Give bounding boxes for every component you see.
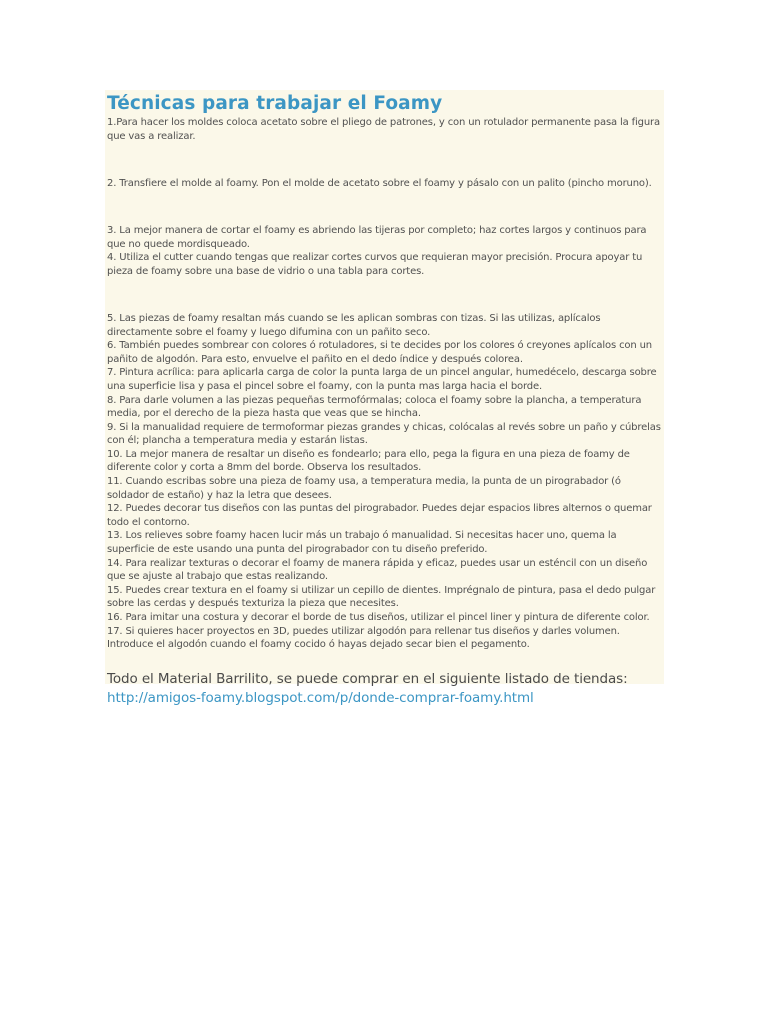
paragraph: 5. Las piezas de foamy resaltan más cuando se les aplican sombras con tizas. Si las utilizas, aplícalos directamente sobre el foamy y luego difumina con un pañito seco.: [107, 312, 601, 338]
paragraph-gap: [107, 288, 662, 302]
paragraph-gap: [107, 200, 662, 214]
footer: [107, 670, 662, 708]
paragraph: 4. Utiliza el cutter cuando tengas que realizar cortes curvos que requieran mayor precisión. Procura apoyar tu pieza de foamy sobre una base de vidrio o una tabla para cortes.: [107, 252, 643, 277]
paragraph: 17. Si quieres hacer proyectos en 3D, puedes utilizar algodón para rellenar tus diseños y darles volumen. Introduce el algodón cuando el foamy cocido ó hayas dejado secar bien el pegamento.: [107, 625, 620, 651]
footer-text: Todo el Material Barrilito, se puede comprar en el siguiente listado de tiendas:: [107, 670, 628, 687]
paragraph: 12. Puedes decorar tus diseños con las puntas del pirograbador. Puedes dejar espacios libres alternos o quemar todo el contorno.: [107, 503, 652, 528]
paragraph: 16. Para imitar una costura y decorar el borde de tus diseños, utilizar el pincel liner y pintura de diferente color.: [107, 612, 650, 623]
paragraph: 1.Para hacer los moldes coloca acetato sobre el pliego de patrones, y con un rotulador permanente pasa la figura que vas a realizar.: [107, 117, 661, 142]
paragraph: 6. También puedes sombrear con colores ó rotuladores, si te decides por los colores ó creyones aplícalos con un pañito de algodón. Para esto, envuelve el pañito en el dedo índice y después colorea.: [107, 340, 652, 365]
paragraph: 14. Para realizar texturas o decorar el foamy de manera rápida y eficaz, puedes usar un esténcil con un diseño que se ajuste al trabajo que estas realizando.: [107, 557, 648, 583]
document-title: Técnicas para trabajar el Foamy: [107, 93, 443, 114]
document-body: [107, 116, 662, 652]
paragraph: 10. La mejor manera de resaltar un diseño es fondearlo; para ello, pega la figura en una pieza de foamy de diferente color y corta a 8mm del borde. Observa los resultados.: [107, 448, 630, 474]
document-panel: [105, 90, 664, 706]
stores-link[interactable]: http://amigos-foamy.blogspot.com/p/donde-comprar-foamy.html: [107, 689, 534, 706]
paragraph: 11. Cuando escribas sobre una pieza de foamy usa, a temperatura media, la punta de un pirograbador (ó soldador de estaño) y haz la letra que desees.: [107, 476, 621, 501]
paragraph: 2. Transfiere el molde al foamy. Pon el molde de acetato sobre el foamy y pásalo con un palito (pincho moruno).: [107, 177, 652, 189]
paragraph-gap: [107, 153, 662, 167]
paragraph: 15. Puedes crear textura en el foamy si utilizar un cepillo de dientes. Imprégnalo de pintura, pasa el dedo pulgar sobre las cerdas y después texturiza la pieza que necesites.: [107, 584, 656, 610]
paragraph: 9. Si la manualidad requiere de termoformar piezas grandes y chicas, colócalas al revés sobre un paño y cúbrelas con él; plancha a temperatura media y estarán listas.: [107, 421, 661, 447]
paragraph: 7. Pintura acrílica: para aplicarla carga de color la punta larga de un pincel angular, humedécelo, descarga sobre una superficie lisa y pasa el pincel sobre el foamy, con la punta mas larga hacia el borde.: [107, 367, 657, 392]
paragraph: 13. Los relieves sobre foamy hacen lucir más un trabajo ó manualidad. Si necesitas hacer uno, quema la superficie de este usando una punta del pirograbador con tu diseño preferido.: [107, 530, 617, 556]
paragraph: 8. Para darle volumen a las piezas pequeñas termofórmalas; coloca el foamy sobre la plancha, a temperatura media, por el derecho de la pieza hasta que veas que se hincha.: [107, 394, 642, 420]
paragraph: 3. La mejor manera de cortar el foamy es abriendo las tijeras por completo; haz cortes largos y continuos para que no quede mordisqueado.: [107, 224, 647, 250]
